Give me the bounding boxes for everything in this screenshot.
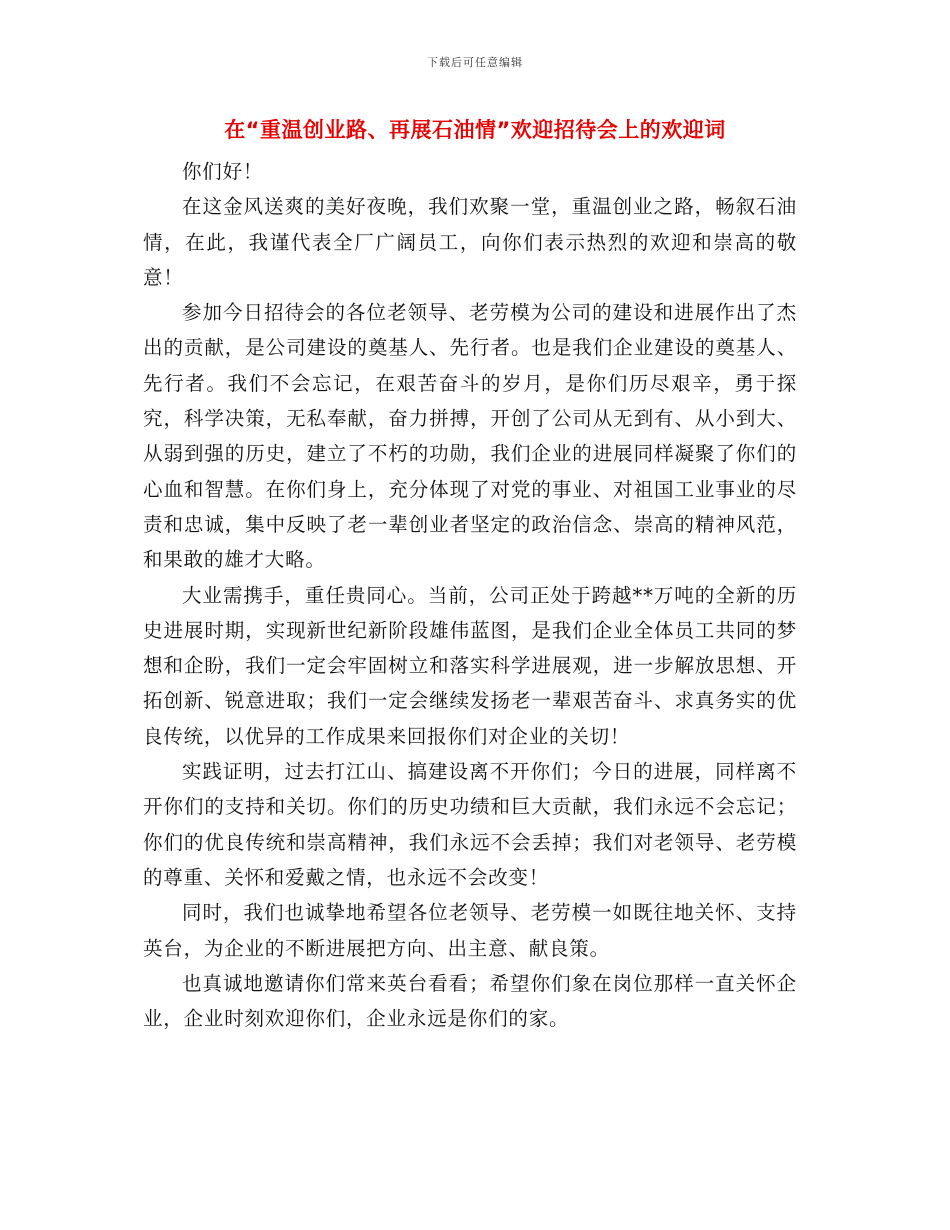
paragraph: 在这金风送爽的美好夜晚，我们欢聚一堂，重温创业之路，畅叙石油情，在此，我谨代表全厂广阔员工，向你们表示热烈的欢迎和崇高的敬意！: [143, 195, 797, 289]
paragraph: 同时，我们也诚挚地希望各位老领导、老劳模一如既往地关怀、支持英台，为企业的不断进展把方向、出主意、献良策。: [143, 901, 797, 960]
paragraph: 实践证明，过去打江山、搞建设离不开你们；今日的进展，同样离不开你们的支持和关切。你们的历史功绩和巨大贡献，我们永远不会忘记；你们的优良传统和崇高精神，我们永远不会丢掉；我们对老领导、老劳模的尊重、关怀和爱戴之情，也永远不会改变！: [143, 760, 797, 889]
document-title: 在“重温创业路、再展石油情”欢迎招待会上的欢迎词: [224, 118, 726, 142]
paragraph: 参加今日招待会的各位老领导、老劳模为公司的建设和进展作出了杰出的贡献，是公司建设的奠基人、先行者。也是我们企业建设的奠基人、先行者。我们不会忘记，在艰苦奋斗的岁月，是你们历尽艰辛，勇于探究，科学决策，无私奉献，奋力拼搏，开创了公司从无到有、从小到大、从弱到强的历史，建立了不朽的功勋，我们企业的进展同样凝聚了你们的心血和智慧。在你们身上，充分体现了对党的事业、对祖国工业事业的尽责和忠诚，集中反映了老一辈创业者坚定的政治信念、崇高的精神风范，和果敢的雄才大略。: [143, 301, 797, 572]
paragraph-greeting: 你们好！: [182, 160, 264, 183]
paragraph: 也真诚地邀请你们常来英台看看；希望你们象在岗位那样一直关怀企业，企业时刻欢迎你们，企业永远是你们的家。: [143, 971, 797, 1031]
header-note: 下载后可任意编辑: [427, 56, 523, 69]
paragraph: 大业需携手，重任贵同心。当前，公司正处于跨越**万吨的全新的历史进展时期，实现新世纪新阶段雄伟蓝图，是我们企业全体员工共同的梦想和企盼，我们一定会牢固树立和落实科学进展观，进一步解放思想、开拓创新、锐意进取；我们一定会继续发扬老一辈艰苦奋斗、求真务实的优良传统，以优异的工作成果来回报你们对企业的关切！: [143, 583, 797, 748]
document-body: [143, 154, 797, 1036]
